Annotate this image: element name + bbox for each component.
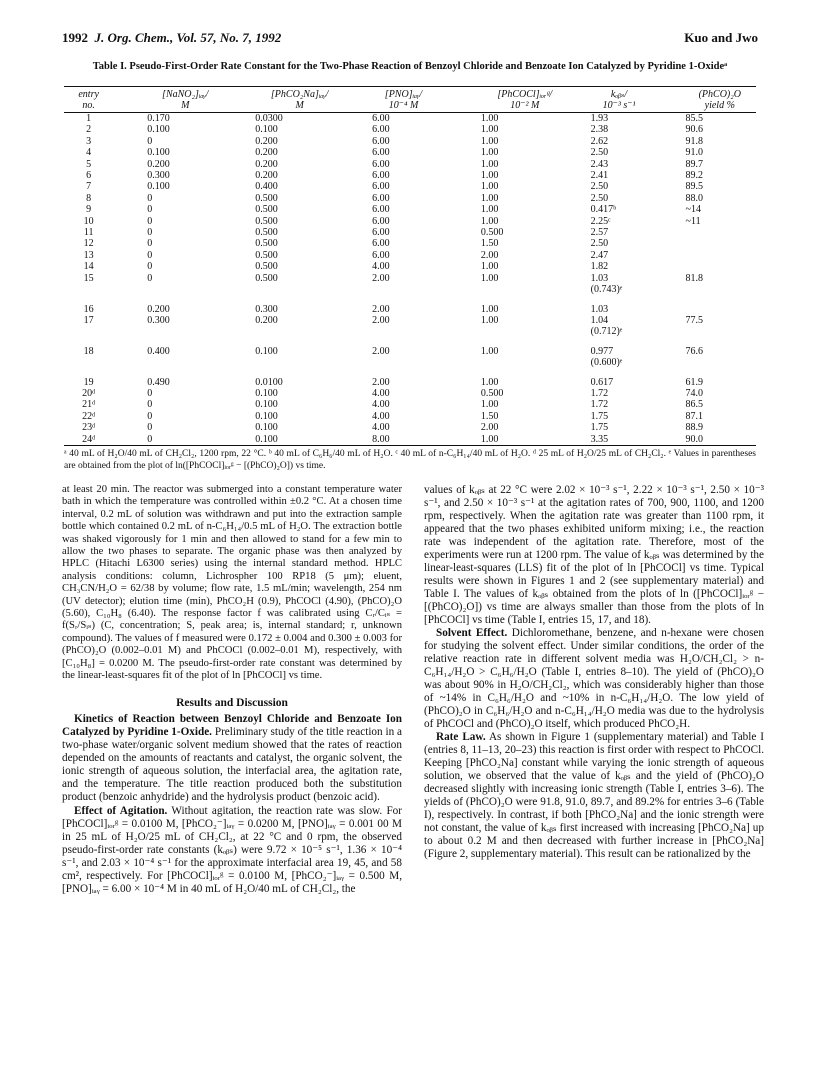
table-cell: 1.00: [480, 399, 499, 411]
table-row: [64, 238, 756, 249]
methods-paragraph: at least 20 min. The reactor was submerged into a constant temperature water bath in which the temperature was controlled within ±0.2 °C. At a chosen time interval, 0.2 mL of solution was withdrawn and put into the extraction sample bottle which contained 0.2 mL of n-C₆H₁₄/0.5 mL of H₂O. The extraction bottle was shaked vigorously for 1 min and then allowed to stand for a few min to allow the two phases to separate. The organic phase was then analyzed by HPLC (Hitachi L6300 series) using the internal standard method. HPLC analysis conditions: column, Lichrospher 100 RP18 (5 μm); eluent, CH₃CN/H₂O = 62/38 by volume; flow rate, 1.5 mL/min; wavelength, 254 nm (UV detector); elution time (min), PhCO₂H (0.9), PhCOCl (4.90), (PhCO)₂O (5.60), C₁₀H₈ (6.40). The response factor f was calibrated using Cᵣ/Cᵢₛ = f(Sᵣ/Sᵢₛ) (C, concentration; S, peak area; is, internal standard; r, unknown compound). The values of f measured were 0.172 ± 0.004 and 0.300 ± 0.003 for (PhCO)₂O (0.002–0.01 M) and PhCOCl (0.002–0.01 M), respectively, with [C₁₀H₈] = 0.0200 M. The pseudo-first-order rate constant was determined by the linear-least-squares fit of the plot of ln [PhCOCl] vs time.: [62, 484, 402, 682]
table-cell: (0.712)ᵉ: [590, 326, 623, 338]
table-cell: 4.00: [372, 261, 390, 273]
table-cell: 0.100: [255, 422, 278, 434]
ratelaw-text: As shown in Figure 1 (supplementary material) and Table I (entries 8, 11–13, 20–23) this reaction is first order with respect to PhCOCl. Keeping [PhCO₂Na] constant while varying the ionic strength of aqueous solution, we observed that the value of kₒᵦₛ and the yield of (PhCO)₂O decreased slightly with increasing ionic strength (Table I, entries 3–6). The yields of (PhCO)₂O were 91.8, 91.0, 89.7, and 89.2% for entries 3–6 (Table I), respectively. In contrast, if both [PhCO₂Na] and the ionic strength were not constant, the value of kₒᵦₛ first increased with increasing [PhCO₂Na] up to about 0.2 M and then decreased with further increase in [PhCO₂Na] (Figure 2, supplementary material). This result can be rationalized by the: [424, 731, 765, 860]
table-cell: 0.100: [225, 434, 346, 446]
table-cell: 81.8: [685, 272, 704, 284]
table-cell: 6.00: [372, 204, 390, 216]
table-cell: 1.00: [480, 215, 499, 227]
solvent-paragraph: [424, 627, 764, 731]
table-cell: 24ᵈ: [64, 434, 113, 446]
table-row: [64, 357, 756, 368]
table-cell: ~14: [685, 204, 701, 216]
table-cell: 6.00: [372, 227, 390, 239]
page-number: 1992: [62, 30, 88, 45]
table-cell: 0.200: [255, 158, 278, 170]
table-cell: 0.100: [255, 387, 278, 399]
table-body: [64, 113, 756, 446]
table-cell: 0.490: [147, 376, 170, 388]
table-cell: 0.300: [147, 170, 170, 182]
table-cell: 19: [83, 376, 94, 388]
col-header-pno: [PNO]ᵢₐᵧ/ 10⁻⁴ M: [346, 87, 437, 113]
table-cell: 2.00: [480, 249, 499, 261]
journal-citation: J. Org. Chem., Vol. 57, No. 7, 1992: [94, 30, 282, 45]
table-cell: [650, 227, 756, 238]
table-row: [64, 377, 756, 388]
table-row: [64, 159, 756, 170]
table-row: [64, 399, 756, 410]
col-header-kobs: kₒᵦₛ/ 10⁻³ s⁻¹: [571, 87, 650, 113]
table-cell: [437, 326, 571, 337]
table-cell: 0.500: [255, 227, 278, 239]
table-cell: 6.00: [372, 158, 390, 170]
table-row: [64, 136, 756, 147]
table-cell: 91.8: [685, 135, 704, 147]
table-cell: 6.00: [372, 124, 390, 136]
table-cell: [225, 357, 346, 368]
table-cell: 1.00: [480, 135, 499, 147]
table-row: [64, 284, 756, 295]
table-cell: 6: [86, 170, 92, 182]
table-row: [64, 411, 756, 422]
table-cell: 1.50: [480, 238, 499, 250]
table-cell: 3.35: [571, 434, 650, 446]
table-cell: 0.0100: [255, 376, 283, 388]
table-cell: 2: [86, 124, 92, 136]
table-cell: 1.03: [590, 272, 609, 284]
table-cell: [346, 326, 437, 337]
table-cell: [437, 357, 571, 368]
table-cell: 2.50: [590, 147, 609, 159]
table-cell: 0.100: [147, 124, 170, 136]
table-cell: 1.50: [480, 410, 499, 422]
table-cell: 15: [83, 272, 94, 284]
table-spacer-row: [64, 338, 756, 346]
table-cell: 1.72: [590, 399, 609, 411]
table-cell: 2.62: [590, 135, 609, 147]
table-cell: 1.00: [480, 204, 499, 216]
table-cell: 0.500: [255, 238, 278, 250]
table-cell: 0.100: [255, 410, 278, 422]
table-cell: 7: [86, 181, 92, 193]
table-cell: 6.00: [372, 249, 390, 261]
col-header-nano2: [NaNO₂]ᵢₐᵧ/ M: [113, 87, 225, 113]
table-cell: [64, 284, 113, 295]
table-cell: 2.25ᶜ: [590, 215, 611, 227]
table-cell: 0: [147, 249, 153, 261]
table-row: [64, 124, 756, 135]
table-cell: 89.7: [685, 158, 704, 170]
section-heading-results: Results and Discussion: [176, 696, 288, 709]
table-cell: 0: [147, 238, 153, 250]
table-cell: 18: [83, 345, 94, 357]
table-cell: 6.00: [372, 181, 390, 193]
table-cell: 90.0: [650, 434, 756, 446]
table-cell: 0.300: [255, 303, 278, 315]
table-cell: 1.00: [480, 158, 499, 170]
table-row: [64, 422, 756, 433]
table-cell: (0.600)ᵉ: [590, 357, 623, 369]
table-cell: 6.00: [372, 215, 390, 227]
table-cell: 0: [147, 204, 153, 216]
table-cell: [346, 284, 437, 295]
table-cell: 1.00: [480, 261, 499, 273]
table-cell: 20ᵈ: [82, 387, 96, 399]
table-cell: 0: [147, 387, 153, 399]
table-cell: 2.00: [372, 376, 390, 388]
table-cell: 16: [83, 303, 94, 315]
solvent-runin-heading: Solvent Effect.: [436, 627, 508, 639]
table-row: [64, 147, 756, 158]
agitation-text: Without agitation, the reaction rate was slow. For [PhCOCl]ᵢₒᵣᵍ = 0.0100 M, [PhCO₂⁻]ᵢₐᵧ = 0.0200 M, [PNO]ᵢₐᵧ = 0.001 00 M in 25 mL of H₂O/25 mL of CH₂Cl₂, at 22 °C and 0 rpm, the observed pseudo-first-order rate constants (kₒᵦₛ) were 9.72 × 10⁻⁵ s⁻¹, 1.36 × 10⁻⁴ s⁻¹, and 2.03 × 10⁻⁴ s⁻¹ for the approximate interfacial area 19, 45, and 58 cm², respectively. For [PhCOCl]ᵢₒᵣᵍ = 0.0100 M, [PhCO₂⁻]ᵢₐᵧ = 0.500 M, [PNO]ᵢₐᵧ = 6.00 × 10⁻⁴ M in 40 mL of H₂O/40 mL of CH₂Cl₂, the: [62, 804, 402, 896]
table-cell: 8.00: [346, 434, 437, 446]
col-header-yield: (PhCO)₂O yield %: [650, 87, 756, 113]
table-cell: 6.00: [372, 135, 390, 147]
table-row: [64, 181, 756, 192]
ratelaw-runin-heading: Rate Law.: [436, 731, 486, 743]
table-cell: 1.00: [437, 434, 571, 446]
table-cell: 61.9: [685, 376, 704, 388]
table-cell: 1.72: [590, 387, 609, 399]
table-cell: 0.417ᵇ: [590, 204, 617, 216]
table-cell: 0.500: [480, 387, 504, 399]
table-cell: 1.00: [480, 192, 499, 204]
table-cell: 88.0: [685, 192, 704, 204]
table-cell: 6.00: [372, 192, 390, 204]
table-cell: 4.00: [372, 410, 390, 422]
table-row: [64, 204, 756, 215]
table-cell: 89.5: [685, 181, 704, 193]
table-cell: 3: [86, 135, 92, 147]
table-cell: (0.743)ᵉ: [590, 284, 623, 296]
table-cell: 91.0: [685, 147, 704, 159]
agitation-continued-paragraph: values of kₒᵦₛ at 22 °C were 2.02 × 10⁻³ s⁻¹, 2.22 × 10⁻³ s⁻¹, 2.50 × 10⁻³ s⁻¹, and 2.50 × 10⁻³ s⁻¹ at the agitation rates of 700, 900, 1100, and 1200 rpm, respectively. When the agitation rate was greater than 1100 rpm, it appeared that the two phases exhibited uniform mixing; i.e., the reaction rate was independent of the agitation rate. Therefore, most of the experiments were run at 1200 rpm. The value of kₒᵦₛ was determined by the linear-least-squares (LLS) fit of the plot of ln [PhCOCl] vs time. Typical results were shown in Figures 1 and 2 (see supplementary material) and Table I. The values of kₒᵦₛ obtained from the plots of ln ([PhCOCl]ᵢₒᵣᵍ − [(PhCO)₂O]) vs time are always smaller than those from the plots of ln [PhCOCl] vs time (Table I, entries 15, 17, and 18).: [424, 484, 764, 626]
table-cell: 4.00: [372, 387, 390, 399]
table-cell: [650, 238, 756, 249]
table-cell: 1.04: [590, 314, 609, 326]
table-cell: 2.57: [590, 227, 609, 239]
table-cell: 1.00: [480, 147, 499, 159]
table-row: [64, 170, 756, 181]
table-cell: 0.400: [147, 345, 170, 357]
table-cell: 2.47: [590, 249, 609, 261]
table-cell: [650, 304, 756, 315]
table-cell: [225, 284, 346, 295]
col-header-phcocl: [PhCOCl]ᵢₒᵣᵍ/ 10⁻² M: [437, 87, 571, 113]
table-cell: 0: [147, 215, 153, 227]
ratelaw-paragraph: [424, 731, 764, 861]
col-header-entry: entry no.: [64, 87, 113, 113]
table-row: [64, 216, 756, 227]
table-cell: 0: [147, 135, 153, 147]
table-cell: 1.00: [480, 303, 499, 315]
table-cell: 88.9: [685, 422, 704, 434]
table-row: [64, 113, 756, 125]
table-cell: 0.100: [255, 345, 278, 357]
table-cell: 2.00: [372, 314, 390, 326]
table-cell: 0: [147, 410, 153, 422]
table-cell: 1.75: [590, 410, 609, 422]
kinetics-runin-heading: Kinetics of Reaction between Benzoyl Chloride and Benzoate Ion Catalyzed by Pyridine 1-Oxide.: [62, 712, 402, 738]
table-row: [64, 388, 756, 399]
table-spacer-row: [64, 369, 756, 377]
col-header-phco2na: [PhCO₂Na]ᵢₐᵧ/ M: [225, 87, 346, 113]
table-cell: 0.0300: [255, 113, 283, 124]
kinetics-paragraph: [62, 713, 402, 805]
data-table: [64, 86, 756, 446]
table-spacer-row: [64, 296, 756, 304]
table-cell: 0.170: [147, 113, 170, 124]
table-cell: 2.38: [590, 124, 609, 136]
table-cell: 1.00: [480, 272, 499, 284]
table-cell: [113, 357, 225, 368]
table-row: [64, 250, 756, 261]
table-cell: 0.400: [255, 181, 278, 193]
table-cell: 6.00: [372, 170, 390, 182]
solvent-text: Dichloromethane, benzene, and n-hexane were chosen for studying the solvent effect. Under similar conditions, the order of the relative reaction rate in different solvent media was H₂O/CH₂Cl₂ > n-C₆H₁₄/H₂O > C₆H₆/H₂O (Table I, entries 8–10). The yield of (PhCO)₂O was about 90% in H₂O/CH₂Cl₂, which was considerably higher than those of ~14% in C₆H₆/H₂O and ~10% in n-C₆H₁₄/H₂O. The low yield of (PhCO)₂O in C₆H₆/H₂O and n-C₆H₁₄/H₂O media was due to the hydrolysis of PhCOCl and (PhCO)₂O itself, which produced PhCO₂H.: [424, 627, 764, 730]
table-cell: 0.500: [480, 227, 504, 239]
table-cell: 2.00: [372, 345, 390, 357]
table-cell: 89.2: [685, 170, 704, 182]
table-cell: 0.200: [147, 303, 170, 315]
table-row: [64, 304, 756, 315]
table-cell: 5: [86, 158, 92, 170]
table-cell: 0: [147, 261, 153, 273]
table-cell: 12: [83, 238, 94, 250]
agitation-paragraph: [62, 805, 402, 897]
table-cell: 1.82: [590, 261, 609, 273]
table-cell: 0: [113, 434, 225, 446]
table-cell: 6.00: [372, 238, 390, 250]
running-head: [62, 30, 758, 48]
table-cell: [650, 261, 756, 272]
table-cell: 1.00: [480, 170, 499, 182]
table-cell: 0.200: [255, 314, 278, 326]
table-cell: 2.00: [480, 422, 499, 434]
table-cell: 1.00: [480, 314, 499, 326]
table-cell: 6.00: [372, 147, 390, 159]
table-cell: 2.00: [372, 303, 390, 315]
table-cell: 2.50: [590, 238, 609, 250]
table-cell: 74.0: [685, 387, 704, 399]
table-cell: 10: [83, 215, 94, 227]
table-cell: 1.93: [590, 113, 609, 124]
table-cell: 1: [86, 113, 92, 124]
authors: Kuo and Jwo: [684, 30, 758, 45]
table-cell: 0.200: [255, 135, 278, 147]
table-cell: 1.03: [590, 303, 609, 315]
table-cell: [64, 357, 113, 368]
table-cell: [64, 326, 113, 337]
table-cell: 2.50: [590, 192, 609, 204]
table-cell: 0.200: [255, 170, 278, 182]
table-cell: 0: [147, 399, 153, 411]
table-cell: [225, 326, 346, 337]
table-cell: 86.5: [685, 399, 704, 411]
table-cell: 76.6: [685, 345, 704, 357]
table-cell: 22ᵈ: [82, 410, 96, 422]
table-row: [64, 227, 756, 238]
table-cell: 0.617: [590, 376, 614, 388]
table-cell: 0.500: [255, 204, 278, 216]
table-cell: 8: [86, 192, 92, 204]
table-cell: 0.500: [255, 249, 278, 261]
table-footnote: ᵃ 40 mL of H₂O/40 mL of CH₂Cl₂, 1200 rpm, 22 °C. ᵇ 40 mL of C₆H₆/40 mL of H₂O. ᶜ 40 mL of n-C₆H₁₄/40 mL of H₂O. ᵈ 25 mL of H₂O/25 mL of CH₂Cl₂. ᵉ Values in parentheses are obtained from the plot of ln([PhCOCl]ᵢₒᵣᵍ − [(PhCO)₂O]) vs time.: [64, 449, 756, 471]
table-cell: 0: [147, 227, 153, 239]
table-cell: [650, 250, 756, 261]
table-cell: [650, 326, 756, 337]
table-cell: 23ᵈ: [82, 422, 96, 434]
table-cell: [650, 357, 756, 368]
table-cell: 9: [86, 204, 92, 216]
table-row: [64, 346, 756, 357]
table-cell: 0: [147, 192, 153, 204]
table-row: [64, 273, 756, 284]
table-cell: 0.300: [147, 314, 170, 326]
table-cell: 1.00: [480, 181, 499, 193]
table-cell: 1.00: [480, 345, 499, 357]
table-cell: 4.00: [372, 422, 390, 434]
table-cell: 0.200: [255, 147, 278, 159]
left-column: [62, 484, 402, 896]
table-cell: 1.00: [480, 124, 499, 136]
table-cell: 1.75: [590, 422, 609, 434]
table-cell: [650, 284, 756, 295]
table-header-row: [64, 87, 756, 113]
table-cell: 0.100: [255, 124, 278, 136]
table-cell: [346, 357, 437, 368]
table-cell: [113, 326, 225, 337]
table-caption: Table I. Pseudo-First-Order Rate Constant for the Two-Phase Reaction of Benzoyl Chloride and Benzoate Ion Catalyzed by Pyridine 1-Oxideᵃ: [92, 61, 728, 72]
table-cell: 90.6: [685, 124, 704, 136]
table-cell: 0.977: [590, 345, 614, 357]
table-cell: 85.5: [685, 113, 704, 124]
table-cell: 13: [83, 249, 94, 261]
table-cell: 0.100: [147, 181, 170, 193]
right-column: [424, 484, 764, 861]
table-cell: [113, 284, 225, 295]
table-cell: 2.41: [590, 170, 609, 182]
table-cell: 0.100: [255, 399, 278, 411]
table-row: [64, 315, 756, 326]
table-cell: 2.50: [590, 181, 609, 193]
table-cell: 2.43: [590, 158, 609, 170]
table-cell: 87.1: [685, 410, 704, 422]
page-number-journal: [62, 30, 281, 46]
table-cell: 6.00: [372, 113, 390, 124]
kinetics-text: Preliminary study of the title reaction in a two-phase water/organic solvent medium showed that the rates of reaction depended on the amounts of reactants and catalyst, the organic solvent, the ionic strength of aqueous solution, the interfacial area, the agitation rate, and the temperature. The title reaction produced both the substitution product (benzoic anhydride) and the hydrolysis product (benzoic acid).: [62, 726, 403, 804]
table-cell: 1.00: [480, 376, 499, 388]
table-cell: 11: [83, 227, 94, 239]
table-cell: 0.200: [147, 158, 170, 170]
table-cell: 0.500: [255, 261, 278, 273]
table-cell: 4.00: [372, 399, 390, 411]
table-cell: 77.5: [685, 314, 704, 326]
table-cell: 4: [86, 147, 92, 159]
table-cell: 0.500: [255, 272, 278, 284]
table-cell: [437, 284, 571, 295]
table-cell: 14: [83, 261, 94, 273]
table-cell: 0.500: [255, 192, 278, 204]
table-cell: 1.00: [480, 113, 499, 124]
agitation-runin-heading: Effect of Agitation.: [74, 804, 168, 817]
table-row: [64, 434, 756, 446]
table-row: [64, 261, 756, 272]
table-cell: ~11: [685, 215, 701, 227]
table-cell: 0.500: [255, 215, 278, 227]
table-cell: 17: [83, 314, 94, 326]
table-cell: 0: [147, 422, 153, 434]
table-cell: 21ᵈ: [82, 399, 96, 411]
table-cell: 0: [147, 272, 153, 284]
table-cell: 2.00: [372, 272, 390, 284]
table-row: [64, 193, 756, 204]
table-cell: 0.100: [147, 147, 170, 159]
table-row: [64, 326, 756, 337]
